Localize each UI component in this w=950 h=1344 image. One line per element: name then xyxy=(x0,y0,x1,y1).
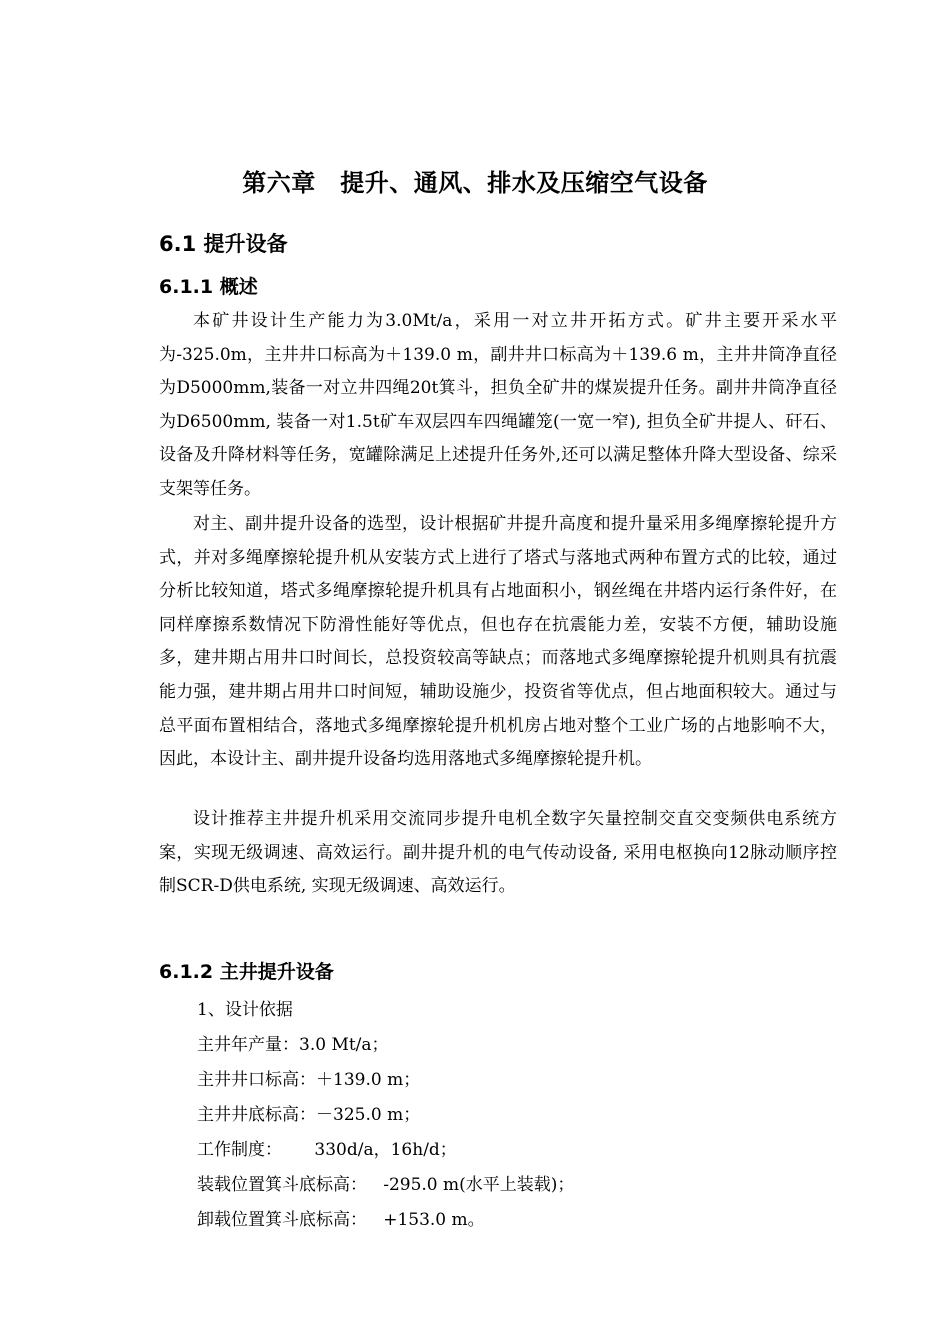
design-basis-item: 工作制度： 330d/a，16h/d； xyxy=(197,1140,457,1160)
section-heading-6-1: 6.1 提升设备 xyxy=(159,232,288,256)
paragraph-overview: 本矿井设计生产能力为3.0Mt/a，采用一对立井开拓方式。矿井主要开采水平为-325.0m，主井井口标高为＋139.0 m，副井井口标高为＋139.6 m，主井井筒净直径为D5000mm,装备一对立井四绳20t箕斗，担负全矿井的煤炭提升任务。副井井筒净直径为D6500mm, 装备一对1.5t矿车双层四车四绳罐笼(一宽一窄), 担负全矿井提人、矸石、设备及升降材料等任务，宽罐除满足上述提升任务外,还可以满足整体升降大型设备、综采支架等任务。 xyxy=(159,311,837,499)
section-heading-6-1-2: 6.1.2 主井提升设备 xyxy=(159,961,334,983)
design-basis-item: 主井年产量：3.0 Mt/a； xyxy=(197,1035,389,1055)
design-basis-item: 装载位置箕斗底标高： -295.0 m(水平上装载)； xyxy=(197,1175,575,1195)
design-basis-item: 主井井底标高：－325.0 m； xyxy=(197,1105,421,1125)
design-basis-item: 卸载位置箕斗底标高： +153.0 m。 xyxy=(197,1210,485,1230)
section-heading-6-1-1: 6.1.1 概述 xyxy=(159,276,258,298)
paragraph-selection: 对主、副井提升设备的选型，设计根据矿井提升高度和提升量采用多绳摩擦轮提升方式，并对多绳摩擦轮提升机从安装方式上进行了塔式与落地式两种布置方式的比较，通过分析比较知道，塔式多绳摩擦轮提升机具有占地面积小，钢丝绳在井塔内运行条件好，在同样摩擦系数情况下防滑性能好等优点，但也存在抗震能力差，安装不方便，辅助设施多，建井期占用井口时间长，总投资较高等缺点；而落地式多绳摩擦轮提升机则具有抗震能力强，建井期占用井口时间短，辅助设施少，投资省等优点，但占地面积较大。通过与总平面布置相结合，落地式多绳摩擦轮提升机机房占地对整个工业广场的占地影响不大，因此，本设计主、副井提升设备均选用落地式多绳摩擦轮提升机。 xyxy=(159,514,837,770)
design-basis-heading: 1、设计依据 xyxy=(197,1000,293,1020)
design-basis-item: 主井井口标高：＋139.0 m； xyxy=(197,1070,421,1090)
paragraph-electrical: 设计推荐主井提升机采用交流同步提升电机全数字矢量控制交直交变频供电系统方案，实现无级调速、高效运行。副井提升机的电气传动设备, 采用电枢换向12脉动顺序控制SCR-D供电系统, 实现无级调速、高效运行。 xyxy=(159,809,837,897)
chapter-title: 第六章 提升、通风、排水及压缩空气设备 xyxy=(242,169,708,197)
